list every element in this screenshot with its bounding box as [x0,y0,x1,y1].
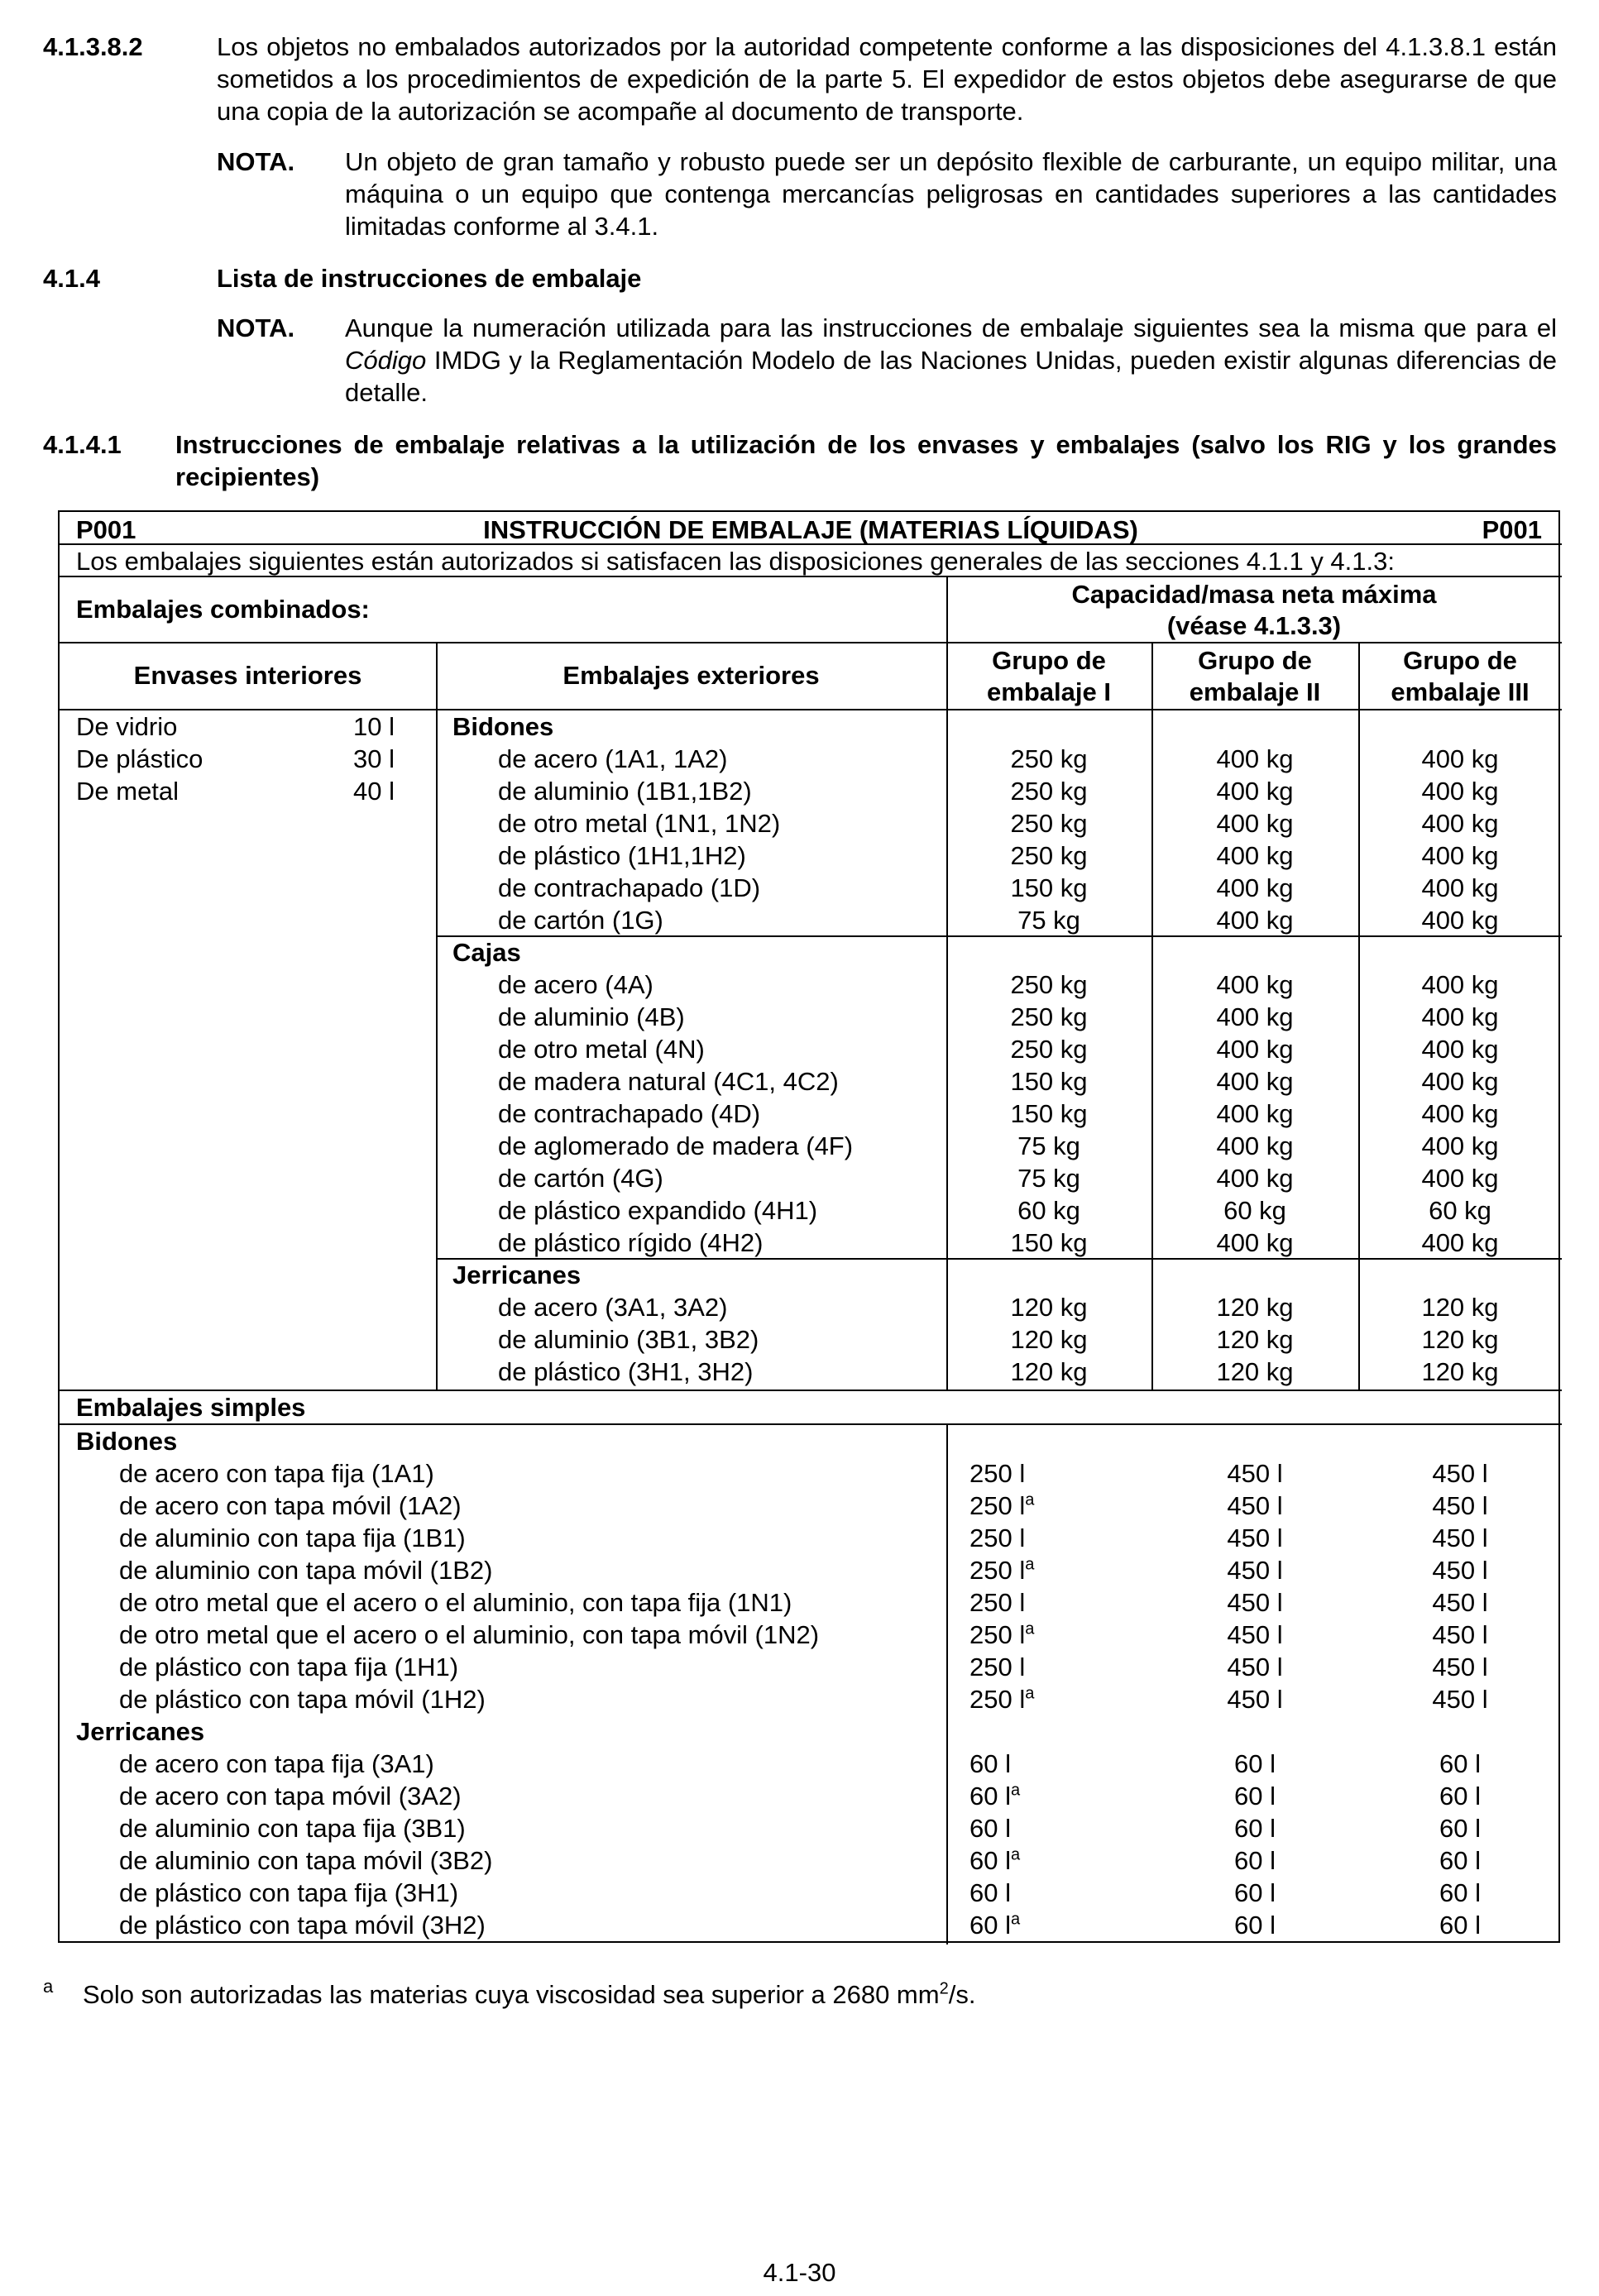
max-net-mass-value: 60 kg [1223,1196,1286,1225]
max-capacity-value [969,1651,1025,1683]
single-packaging-name: de acero con tapa fija (1A1) [119,1459,434,1488]
max-capacity-text: 60 l [969,1911,1011,1940]
max-net-mass-value: 400 kg [1216,1164,1294,1193]
inner-packaging-capacity: 30 l [353,744,395,773]
table-code-right: P001 [1482,515,1542,544]
inner-packaging-name: De metal [76,777,180,806]
outer-packaging-name: de plástico (1H1,1H2) [498,841,746,870]
max-net-mass-value: 400 kg [1216,777,1294,806]
outer-packaging-name: de contrachapado (4D) [498,1099,761,1128]
max-capacity-value [969,1522,1025,1554]
max-capacity-value [969,1586,1025,1619]
max-capacity-text: 60 l [969,1749,1011,1778]
max-net-mass-value: 75 kg [1017,1164,1080,1193]
max-capacity-value: 60 l [1234,1749,1276,1778]
max-capacity-text: 250 l [969,1523,1026,1552]
section-number: 4.1.4 [43,264,100,293]
max-capacity-value: 60 l [1439,1878,1481,1907]
column-header-packing-group: Grupo de [1198,646,1312,675]
max-net-mass-value: 400 kg [1421,777,1499,806]
max-net-mass-value: 150 kg [1010,1067,1088,1096]
max-net-mass-value: 400 kg [1216,1131,1294,1160]
max-capacity-value: 60 l [1234,1814,1276,1843]
max-net-mass-value: 150 kg [1010,873,1088,902]
max-net-mass-value: 250 kg [1010,841,1088,870]
max-net-mass-value: 400 kg [1216,1002,1294,1031]
max-capacity-value: 450 l [1432,1588,1488,1617]
max-capacity-text: 250 l [969,1685,1026,1714]
max-net-mass-value: 400 kg [1216,906,1294,935]
single-packagings-label: Embalajes simples [76,1393,306,1422]
max-net-mass-value: 120 kg [1216,1325,1294,1354]
single-packaging-group-label: Bidones [76,1427,178,1456]
max-net-mass-value: 400 kg [1421,1131,1499,1160]
max-net-mass-value: 120 kg [1010,1357,1088,1386]
column-header-outer: Embalajes exteriores [563,661,820,690]
max-net-mass-value: 400 kg [1421,1164,1499,1193]
max-net-mass-value: 150 kg [1010,1099,1088,1128]
single-packaging-name: de acero con tapa móvil (1A2) [119,1491,462,1520]
inner-packaging-name: De plástico [76,744,203,773]
max-net-mass-value: 120 kg [1421,1293,1499,1322]
outer-packaging-group-label: Bidones [452,712,554,741]
column-header-packing-group: embalaje III [1391,677,1530,706]
max-capacity-value: 450 l [1227,1653,1283,1681]
single-packaging-name: de aluminio con tapa fija (1B1) [119,1523,466,1552]
max-capacity-value [969,1812,1011,1844]
max-net-mass-value: 250 kg [1010,970,1088,999]
footnote-superscript: 2 [939,1979,949,1998]
max-capacity-value [969,1877,1011,1909]
max-capacity-text: 60 l [969,1814,1011,1843]
table-rule-vertical [436,642,438,1390]
capacity-header-line2: (véase 4.1.3.3) [1166,611,1342,640]
section-4-1-3-8-2 [43,31,1557,241]
max-capacity-value: 450 l [1227,1556,1283,1585]
single-packaging-name: de otro metal que el acero o el aluminio, con tapa móvil (1N2) [119,1620,820,1649]
table-rule-horizontal [60,576,1562,577]
table-rule-vertical [946,576,948,1390]
outer-packaging-name: de otro metal (1N1, 1N2) [498,809,781,838]
note-label: NOTA. [217,313,295,342]
max-capacity-value [969,1909,1020,1941]
max-net-mass-value: 400 kg [1216,1067,1294,1096]
capacity-header-line1: Capacidad/masa neta máxima [1071,580,1437,609]
max-net-mass-value: 400 kg [1421,873,1499,902]
footnote-reference: a [1025,1490,1035,1509]
max-capacity-text: 60 l [969,1846,1011,1875]
outer-packaging-name: de aluminio (3B1, 3B2) [498,1325,759,1354]
max-net-mass-value: 400 kg [1421,1067,1499,1096]
max-capacity-text: 60 l [969,1782,1011,1810]
outer-packaging-name: de contrachapado (1D) [498,873,761,902]
table-rule-vertical [1358,642,1360,1390]
max-net-mass-value: 400 kg [1216,841,1294,870]
max-capacity-value: 450 l [1227,1588,1283,1617]
max-capacity-value: 450 l [1227,1523,1283,1552]
single-packaging-group-label: Jerricanes [76,1717,205,1746]
max-net-mass-value: 400 kg [1216,744,1294,773]
table-intro: Los embalajes siguientes están autorizados si satisfacen las disposiciones generales de las secciones 4.1.1 y 4.1.3: [76,547,1395,576]
note-text-part: IMDG y la Reglamentación Modelo de las Naciones Unidas, pueden existir algunas diferencias de detalle. [345,346,1557,407]
note-text: Un objeto de gran tamaño y robusto puede ser un depósito flexible de carburante, un equipo militar, una máquina o un equipo que contenga mercancías peligrosas en cantidades superiores a las cantidades limitadas conforme al 3.4.1. [345,147,1557,241]
max-capacity-value: 450 l [1432,1620,1488,1649]
single-packaging-name: de otro metal que el acero o el aluminio, con tapa fija (1N1) [119,1588,792,1617]
table-rule-horizontal [60,1423,1562,1425]
section-number: 4.1.3.8.2 [43,32,143,61]
max-capacity-text: 250 l [969,1588,1026,1617]
max-capacity-value [969,1490,1034,1522]
max-net-mass-value: 400 kg [1421,1035,1499,1064]
single-packaging-name: de plástico con tapa móvil (3H2) [119,1911,486,1940]
single-packaging-name: de plástico con tapa móvil (1H2) [119,1685,486,1714]
max-net-mass-value: 400 kg [1421,841,1499,870]
max-capacity-value: 450 l [1227,1685,1283,1714]
max-capacity-text: 250 l [969,1491,1026,1520]
max-net-mass-value: 120 kg [1421,1357,1499,1386]
max-capacity-value: 60 l [1234,1782,1276,1810]
max-capacity-value [969,1844,1020,1877]
max-net-mass-value: 400 kg [1421,1228,1499,1257]
table-title: INSTRUCCIÓN DE EMBALAJE (MATERIAS LÍQUIDAS) [483,515,1138,544]
single-packaging-name: de plástico con tapa fija (3H1) [119,1878,459,1907]
single-packaging-name: de aluminio con tapa móvil (1B2) [119,1556,493,1585]
max-capacity-value: 60 l [1439,1782,1481,1810]
note-label: NOTA. [217,147,295,176]
max-net-mass-value: 400 kg [1421,1002,1499,1031]
single-packaging-name: de aluminio con tapa fija (3B1) [119,1814,466,1843]
outer-packaging-name: de acero (1A1, 1A2) [498,744,728,773]
max-capacity-text: 250 l [969,1653,1026,1681]
footnote-reference: a [1025,1684,1035,1703]
max-net-mass-value: 400 kg [1421,970,1499,999]
max-capacity-value: 450 l [1432,1685,1488,1714]
max-capacity-text: 250 l [969,1556,1026,1585]
max-capacity-text: 60 l [969,1878,1011,1907]
max-net-mass-value: 75 kg [1017,906,1080,935]
outer-packaging-name: de plástico rígido (4H2) [498,1228,764,1257]
max-net-mass-value: 400 kg [1216,1035,1294,1064]
footnote-reference: a [1010,1845,1021,1864]
outer-packaging-name: de aluminio (4B) [498,1002,685,1031]
max-capacity-value [969,1619,1034,1651]
packing-instruction-table [58,510,1560,1943]
combined-packagings-label: Embalajes combinados: [76,595,370,624]
outer-packaging-name: de acero (3A1, 3A2) [498,1293,728,1322]
max-capacity-value [969,1748,1011,1780]
max-net-mass-value: 75 kg [1017,1131,1080,1160]
max-net-mass-value: 250 kg [1010,744,1088,773]
max-net-mass-value: 250 kg [1010,809,1088,838]
max-capacity-value: 450 l [1432,1459,1488,1488]
max-net-mass-value: 150 kg [1010,1228,1088,1257]
max-capacity-value [969,1554,1034,1586]
table-rule-horizontal [436,935,1562,937]
outer-packaging-name: de aluminio (1B1,1B2) [498,777,752,806]
inner-packaging-capacity: 10 l [353,712,395,741]
max-net-mass-value: 250 kg [1010,1035,1088,1064]
max-net-mass-value: 120 kg [1421,1325,1499,1354]
section-number: 4.1.4.1 [43,430,122,459]
max-net-mass-value: 400 kg [1421,744,1499,773]
max-net-mass-value: 400 kg [1216,970,1294,999]
column-header-packing-group: embalaje I [987,677,1111,706]
max-capacity-value: 450 l [1227,1620,1283,1649]
outer-packaging-name: de aglomerado de madera (4F) [498,1131,854,1160]
max-net-mass-value: 60 kg [1017,1196,1080,1225]
max-net-mass-value: 120 kg [1216,1293,1294,1322]
max-capacity-value: 450 l [1432,1556,1488,1585]
max-net-mass-value: 400 kg [1421,906,1499,935]
section-title: Lista de instrucciones de embalaje [217,264,642,293]
max-capacity-value: 60 l [1234,1878,1276,1907]
max-net-mass-value: 400 kg [1216,873,1294,902]
section-title: Instrucciones de embalaje relativas a la utilización de los envases y embalajes (salvo los RIG y los grandes recipientes) [175,430,1557,491]
note-text [345,312,1557,409]
column-header-packing-group: Grupo de [992,646,1106,675]
max-net-mass-value: 400 kg [1216,1099,1294,1128]
footnote-reference: a [1010,1781,1021,1800]
outer-packaging-name: de cartón (4G) [498,1164,663,1193]
column-header-inner: Envases interiores [133,661,362,690]
max-capacity-value: 450 l [1432,1491,1488,1520]
max-capacity-value: 450 l [1432,1523,1488,1552]
single-packaging-name: de acero con tapa fija (3A1) [119,1749,434,1778]
max-net-mass-value: 250 kg [1010,777,1088,806]
footnote-reference: a [1025,1555,1035,1574]
column-header-packing-group: embalaje II [1189,677,1321,706]
single-packaging-name: de plástico con tapa fija (1H1) [119,1653,459,1681]
max-net-mass-value: 120 kg [1216,1357,1294,1386]
section-4-1-4 [43,262,1557,419]
max-capacity-value: 60 l [1439,1911,1481,1940]
max-net-mass-value: 400 kg [1216,1228,1294,1257]
max-capacity-value: 60 l [1439,1814,1481,1843]
footnote-reference: a [1010,1910,1021,1929]
max-capacity-value: 450 l [1432,1653,1488,1681]
max-capacity-value: 60 l [1439,1846,1481,1875]
max-net-mass-value: 400 kg [1421,1099,1499,1128]
table-rule-horizontal [60,642,1562,643]
max-net-mass-value: 400 kg [1421,809,1499,838]
table-rule-horizontal [436,1258,1562,1260]
max-capacity-value [969,1683,1034,1715]
inner-packaging-name: De vidrio [76,712,178,741]
footnote-reference: a [1025,1619,1035,1638]
note-text-part: Aunque la numeración utilizada para las instrucciones de embalaje siguientes sea la misma que para el [345,313,1557,342]
max-capacity-value: 450 l [1227,1491,1283,1520]
max-capacity-value: 450 l [1227,1459,1283,1488]
footnote-text [83,1978,975,2011]
outer-packaging-group-label: Cajas [452,938,521,967]
footnote-text-part: Solo son autorizadas las materias cuya viscosidad sea superior a 2680 mm [83,1980,940,2009]
max-capacity-value: 60 l [1234,1911,1276,1940]
outer-packaging-name: de plástico (3H1, 3H2) [498,1357,754,1386]
max-capacity-value [969,1457,1025,1490]
column-header-packing-group: Grupo de [1403,646,1517,675]
max-capacity-value [969,1780,1020,1812]
max-net-mass-value: 120 kg [1010,1293,1088,1322]
max-net-mass-value: 250 kg [1010,1002,1088,1031]
single-packaging-name: de aluminio con tapa móvil (3B2) [119,1846,493,1875]
max-net-mass-value: 60 kg [1429,1196,1491,1225]
max-capacity-value: 60 l [1234,1846,1276,1875]
table-code-left: P001 [76,515,136,544]
footnote-mark: a [43,1976,54,1997]
section-4-1-4-1 [43,428,1557,503]
outer-packaging-name: de acero (4A) [498,970,653,999]
outer-packaging-name: de otro metal (4N) [498,1035,705,1064]
table-rule-vertical [946,1423,948,1944]
page-number: 4.1-30 [763,2258,836,2287]
note-text-italic: Código [345,346,427,375]
max-capacity-text: 250 l [969,1459,1026,1488]
max-net-mass-value: 400 kg [1216,809,1294,838]
footnote-text-part: /s. [948,1980,976,2009]
max-capacity-text: 250 l [969,1620,1026,1649]
outer-packaging-group-label: Jerricanes [452,1260,582,1289]
table-rule-vertical [1151,642,1153,1390]
inner-packaging-capacity: 40 l [353,777,395,806]
outer-packaging-name: de plástico expandido (4H1) [498,1196,818,1225]
section-text: Los objetos no embalados autorizados por la autoridad competente conforme a las disposiciones del 4.1.3.8.1 están sometidos a los procedimientos de expedición de la parte 5. El expedidor de estos objetos debe asegurarse de que una copia de la autorización se acompañe al documento de transporte. [217,32,1557,126]
outer-packaging-name: de madera natural (4C1, 4C2) [498,1067,839,1096]
single-packaging-name: de acero con tapa móvil (3A2) [119,1782,462,1810]
outer-packaging-name: de cartón (1G) [498,906,663,935]
max-net-mass-value: 120 kg [1010,1325,1088,1354]
max-capacity-value: 60 l [1439,1749,1481,1778]
